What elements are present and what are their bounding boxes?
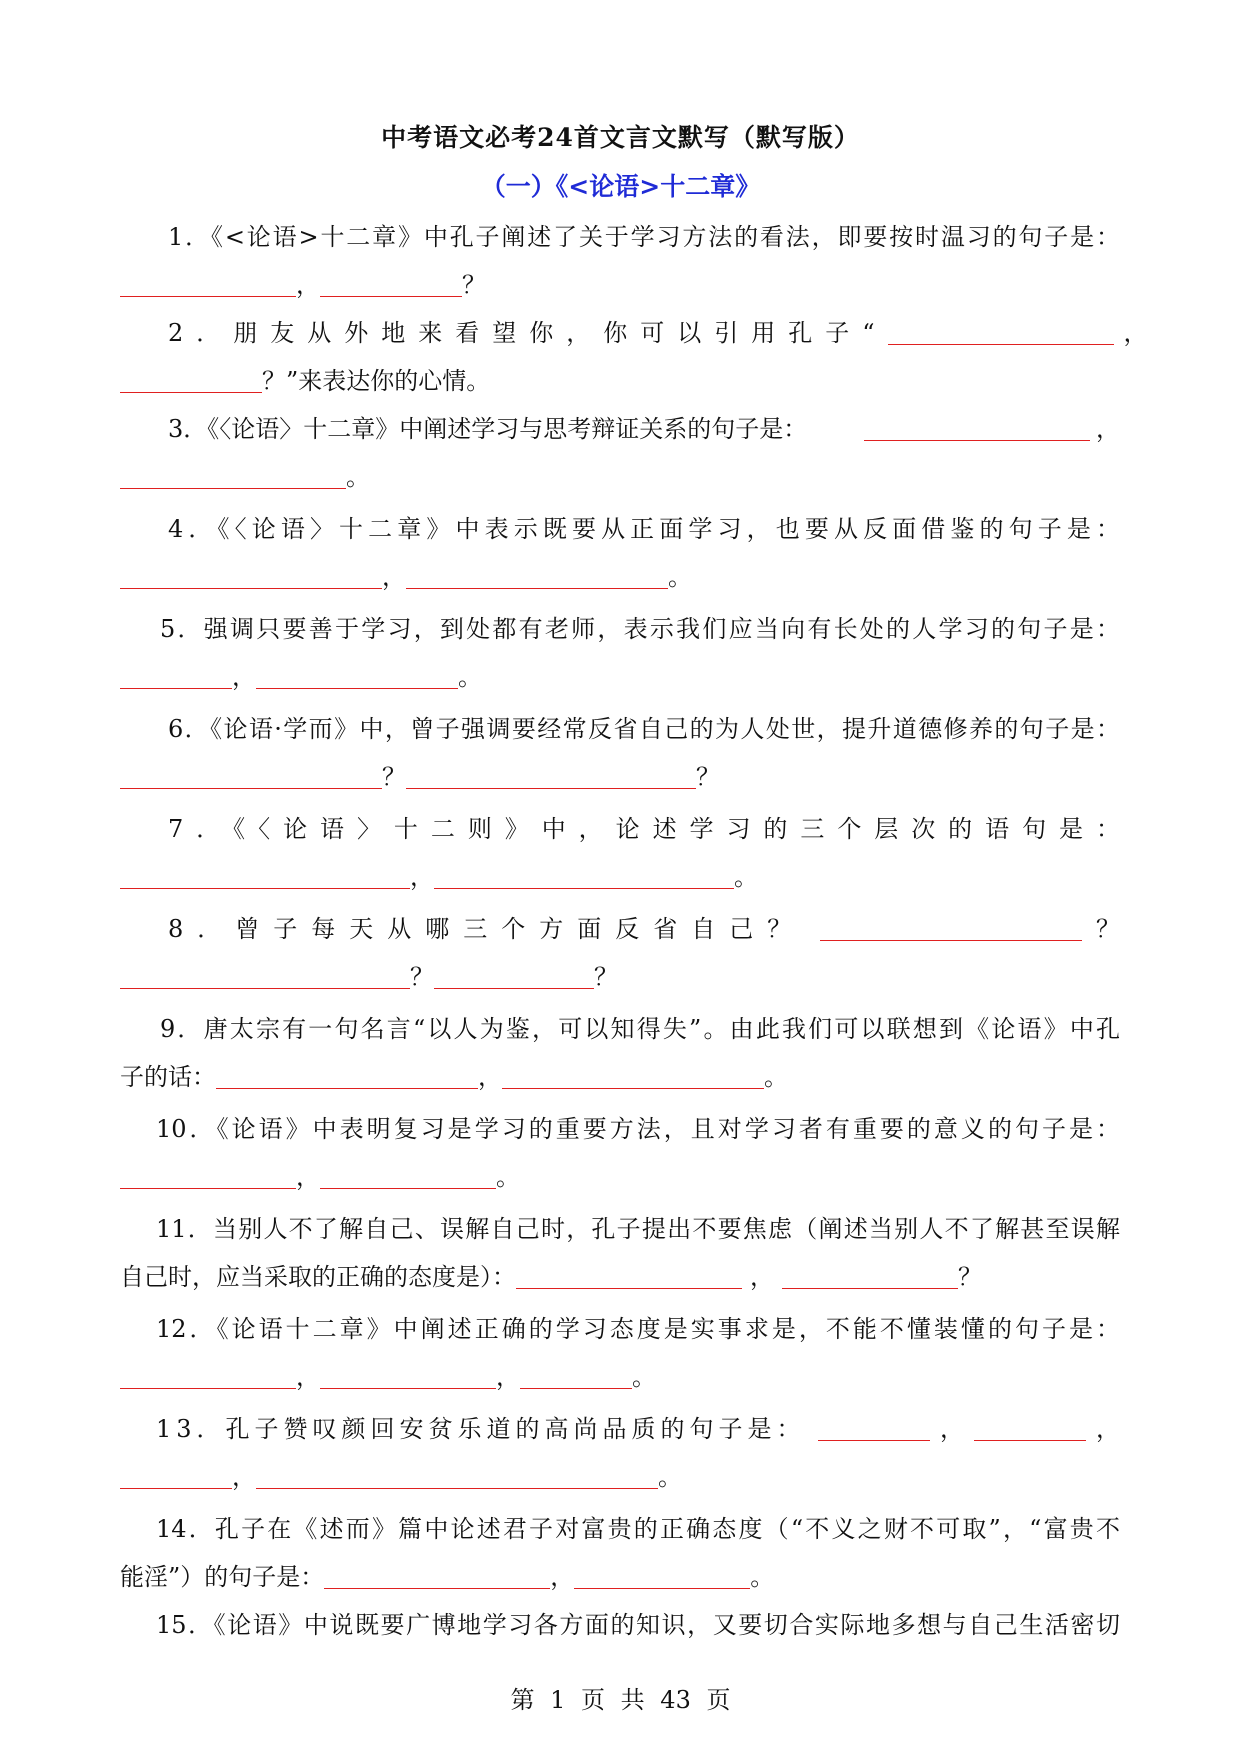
answer-blank[interactable] xyxy=(120,862,410,889)
question-text: 13．孔子赞叹颜回安贫乐道的高尚品质的句子是： xyxy=(156,1415,806,1443)
answer-blank[interactable] xyxy=(516,1262,742,1289)
question-13: 13．孔子赞叹颜回安贫乐道的高尚品质的句子是： ， ， ， 。 xyxy=(120,1405,1120,1501)
answer-blank[interactable] xyxy=(782,1262,958,1289)
question-text: 1．《<论语>十二章》中孔子阐述了关于学习方法的看法，即要按时温习的句子是： xyxy=(168,223,1120,251)
answer-blank[interactable] xyxy=(864,414,1090,441)
answer-blank[interactable] xyxy=(120,1462,232,1489)
answer-blank[interactable] xyxy=(120,962,410,989)
answer-blank[interactable] xyxy=(120,462,346,489)
question-text: 10．《论语》中表明复习是学习的重要方法，且对学习者有重要的意义的句子是： xyxy=(156,1115,1120,1143)
question-5: 5．强调只要善于学习，到处都有老师，表示我们应当向有长处的人学习的句子是： ， 。 xyxy=(120,605,1120,701)
answer-blank[interactable] xyxy=(406,762,696,789)
question-text: 4．《〈论语〉十二章》中表示既要从正面学习，也要从反面借鉴的句子是： xyxy=(168,515,1120,543)
answer-blank[interactable] xyxy=(120,366,262,393)
question-4: 4．《〈论语〉十二章》中表示既要从正面学习，也要从反面借鉴的句子是： ， 。 xyxy=(120,505,1120,601)
question-text: 5．强调只要善于学习，到处都有老师，表示我们应当向有长处的人学习的句子是： xyxy=(160,615,1120,643)
question-9: 9．唐太宗有一句名言“以人为鉴，可以知得失”。由此我们可以联想到《论语》中孔 子的话： ， 。 xyxy=(120,1005,1120,1101)
answer-blank[interactable] xyxy=(320,270,462,297)
answer-blank[interactable] xyxy=(120,762,382,789)
question-text: 15．《论语》中说既要广博地学习各方面的知识，又要切合实际地多想与自己生活密切 xyxy=(156,1611,1120,1639)
answer-blank[interactable] xyxy=(120,662,232,689)
answer-blank[interactable] xyxy=(434,862,734,889)
question-14: 14．孔子在《述而》篇中论述君子对富贵的正确态度（“不义之财不可取”，“富贵不 能淫”）的句子是： ， 。 xyxy=(120,1505,1120,1601)
answer-blank[interactable] xyxy=(406,562,668,589)
question-3: 3．《〈论语〉十二章》中阐述学习与思考辩证关系的句子是： ， 。 xyxy=(120,405,1120,501)
answer-blank[interactable] xyxy=(432,1462,658,1489)
answer-blank[interactable] xyxy=(502,1062,764,1089)
answer-blank[interactable] xyxy=(120,562,382,589)
page-footer: 第 1 页 共 43 页 xyxy=(510,1686,731,1714)
question-2: 2．朋友从外地来看望你，你可以引用孔子“ ， ？”来表达你的心情。 xyxy=(120,309,1120,405)
question-6: 6．《论语·学而》中，曾子强调要经常反省自己的为人处世，提升道德修养的句子是： ？ ？ xyxy=(120,705,1120,801)
question-text: 子的话： xyxy=(120,1063,216,1091)
answer-blank[interactable] xyxy=(256,662,458,689)
answer-blank[interactable] xyxy=(820,914,1082,941)
answer-blank[interactable] xyxy=(120,1162,296,1189)
question-8: 8．曾子每天从哪三个方面反省自己？ ？ ？ ？ xyxy=(120,905,1120,1001)
answer-blank[interactable] xyxy=(320,1162,496,1189)
question-text: 2．朋友从外地来看望你，你可以引用孔子“ xyxy=(168,319,888,347)
answer-blank[interactable] xyxy=(434,962,594,989)
answer-blank[interactable] xyxy=(320,1362,496,1389)
answer-blank[interactable] xyxy=(324,1562,550,1589)
question-11: 11．当别人不了解自己、误解自己时，孔子提出不要焦虑（阐述当别人不了解甚至误解 自己时，应当采取的正确的态度是）： ， ？ xyxy=(120,1205,1120,1301)
question-text: 9．唐太宗有一句名言“以人为鉴，可以知得失”。由此我们可以联想到《论语》中孔 xyxy=(160,1015,1120,1043)
question-text: 11．当别人不了解自己、误解自己时，孔子提出不要焦虑（阐述当别人不了解甚至误解 xyxy=(156,1215,1120,1243)
answer-blank[interactable] xyxy=(256,1462,432,1489)
answer-blank[interactable] xyxy=(974,1414,1086,1441)
answer-blank[interactable] xyxy=(818,1414,930,1441)
document-title: 中考语文必考24首文言文默写（默写版） xyxy=(381,123,860,152)
answer-blank[interactable] xyxy=(120,1362,296,1389)
question-10: 10．《论语》中表明复习是学习的重要方法，且对学习者有重要的意义的句子是： ， 。 xyxy=(120,1105,1120,1201)
question-text: 8．曾子每天从哪三个方面反省自己？ xyxy=(168,915,806,943)
question-text: 12．《论语十二章》中阐述正确的学习态度是实事求是，不能不懂装懂的句子是： xyxy=(156,1315,1120,1343)
question-text: 6．《论语·学而》中，曾子强调要经常反省自己的为人处世，提升道德修养的句子是： xyxy=(168,715,1120,743)
answer-blank[interactable] xyxy=(216,1062,478,1089)
question-15 xyxy=(120,1601,1120,1649)
answer-blank[interactable] xyxy=(888,318,1114,345)
question-text: 3．《〈论语〉十二章》中阐述学习与思考辩证关系的句子是： xyxy=(168,415,808,443)
answer-blank[interactable] xyxy=(574,1562,750,1589)
question-text: 14．孔子在《述而》篇中论述君子对富贵的正确态度（“不义之财不可取”，“富贵不 xyxy=(156,1515,1120,1543)
question-list xyxy=(120,213,1148,1649)
question-1: 1．《<论语>十二章》中孔子阐述了关于学习方法的看法，即要按时温习的句子是： ， ？ xyxy=(120,213,1120,309)
question-text: ？”来表达你的心情。 xyxy=(262,367,491,395)
question-text: 7．《〈论语〉十二则》中，论述学习的三个层次的语句是： xyxy=(168,815,1120,843)
question-text: 自己时，应当采取的正确的态度是）： xyxy=(120,1263,516,1291)
question-12: 12．《论语十二章》中阐述正确的学习态度是实事求是，不能不懂装懂的句子是： ， ， 。 xyxy=(120,1305,1120,1401)
question-text: 能淫”）的句子是： xyxy=(120,1563,325,1591)
question-7: 7．《〈论语〉十二则》中，论述学习的三个层次的语句是： ， 。 xyxy=(120,805,1120,901)
section-heading: （一）《<论语>十二章》 xyxy=(480,172,761,201)
answer-blank[interactable] xyxy=(520,1362,632,1389)
answer-blank[interactable] xyxy=(120,270,296,297)
